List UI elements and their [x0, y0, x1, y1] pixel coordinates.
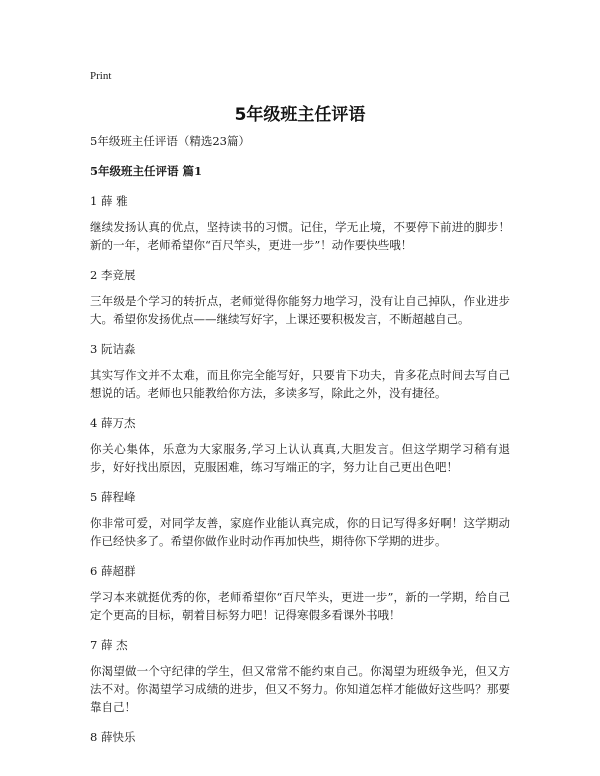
- document-title: 5年级班主任评语: [234, 105, 366, 125]
- entry-name: 2 李竞展: [90, 268, 136, 282]
- entry-name: 5 薛程峰: [90, 490, 136, 504]
- entry-text: 学习本来就挺优秀的你，老师希望你“百尺竿头，更进一步”，新的一学期，给自己定个更高的目标，朝着目标努力吧！记得寒假多看课外书哦！: [90, 590, 510, 622]
- entry-name: 7 薛 杰: [90, 638, 128, 652]
- document-content: [90, 132, 510, 754]
- entry-text: 继续发扬认真的优点，坚持读书的习惯。记住，学无止境，不要停下前进的脚步！新的一年，老师希望你“百尺竿头，更进一步”！动作要快些哦！: [90, 220, 510, 252]
- entry-text: 你渴望做一个守纪律的学生，但又常常不能约束自己。你渴望为班级争光，但又方法不对。你渴望学习成绩的进步，但又不努力。你知道怎样才能做好这些吗？那要靠自己！: [90, 664, 510, 714]
- section-heading: 5年级班主任评语 篇1: [90, 164, 203, 178]
- entry-name: 1 薛 雅: [90, 194, 128, 208]
- entry-text: 你关心集体，乐意为大家服务,学习上认认真真,大胆发言。但这学期学习稍有退步，好好找出原因，克服困难，练习写端正的字，努力让自己更出色吧！: [90, 442, 510, 474]
- entry-text: 三年级是个学习的转折点，老师觉得你能努力地学习，没有让自己掉队，作业进步大。希望你发扬优点——继续写好字，上课还要积极发言，不断超越自己。: [90, 294, 510, 326]
- entry-name: 4 薛万杰: [90, 416, 136, 430]
- entry-name: 6 薛超群: [90, 564, 136, 578]
- entry-text: 其实写作文并不太难，而且你完全能写好，只要肯下功夫，肯多花点时间去写自己想说的话。老师也只能教给你方法，多读多写，除此之外，没有捷径。: [90, 368, 510, 400]
- document-subtitle: 5年级班主任评语（精选23篇）: [90, 134, 250, 148]
- entry-text: 你非常可爱，对同学友善，家庭作业能认真完成，你的日记写得多好啊！这学期动作已经快多了。希望你做作业时动作再加快些，期待你下学期的进步。: [90, 516, 510, 548]
- entry-name: 3 阮诘淼: [90, 342, 136, 356]
- entry-name: 8 薛快乐: [90, 730, 136, 744]
- print-label[interactable]: Print: [90, 70, 112, 82]
